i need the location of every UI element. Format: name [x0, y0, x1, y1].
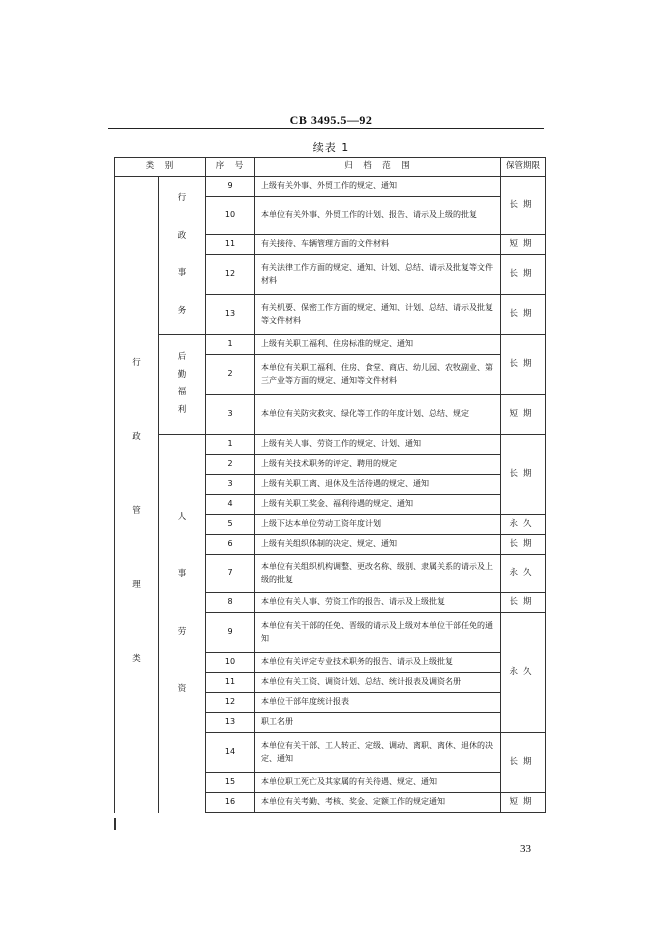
row-scope: 本单位有关干部的任免、晋级的请示及上级对本单位干部任免的通知 — [255, 613, 501, 653]
table-row — [115, 435, 546, 455]
row-seq: 10 — [206, 653, 255, 673]
row-seq: 5 — [206, 515, 255, 535]
row-period: 长期 — [501, 295, 546, 335]
row-seq: 10 — [206, 197, 255, 235]
table-header-row — [115, 158, 546, 177]
row-scope: 本单位职工死亡及其家属的有关待遇、规定、通知 — [255, 773, 501, 793]
table-row — [115, 335, 546, 355]
subgroup-char: 利 — [177, 404, 187, 415]
row-scope: 有关法律工作方面的规定、通知、计划、总结、请示及批复等文件材料 — [255, 255, 501, 295]
category-char: 行 — [132, 358, 141, 369]
subgroup-hr — [159, 435, 206, 813]
row-scope: 上级有关职工离、退休及生活待遇的规定、通知 — [255, 475, 501, 495]
row-seq: 16 — [206, 793, 255, 813]
row-seq: 13 — [206, 713, 255, 733]
row-seq: 6 — [206, 535, 255, 555]
row-seq: 1 — [206, 435, 255, 455]
subgroup-admin — [159, 177, 206, 335]
col-header-period: 保管期限 — [501, 158, 546, 177]
subgroup-char: 务 — [177, 305, 187, 316]
row-scope: 上级有关组织体制的决定、规定、通知 — [255, 535, 501, 555]
table-left-border-extension — [114, 818, 116, 830]
row-scope: 本单位有关干部、工人转正、定级、调动、离职、离休、退休的决定、通知 — [255, 733, 501, 773]
col-header-category: 类 别 — [115, 158, 206, 177]
col-header-seq: 序 号 — [206, 158, 255, 177]
row-period: 永久 — [501, 613, 546, 733]
row-period: 长期 — [501, 435, 546, 515]
row-scope: 有关机要、保密工作方面的规定、通知、计划、总结、请示及批复等文件材料 — [255, 295, 501, 335]
row-scope: 上级有关职工福利、住房标准的规定、通知 — [255, 335, 501, 355]
category-char: 类 — [132, 654, 141, 665]
row-seq: 15 — [206, 773, 255, 793]
subgroup-char: 人 — [177, 511, 187, 522]
subgroup-char: 行 — [177, 193, 187, 204]
row-period: 永久 — [501, 555, 546, 593]
subgroup-logistics — [159, 335, 206, 435]
row-seq: 14 — [206, 733, 255, 773]
table-title: 续表 1 — [312, 141, 350, 154]
row-scope: 上级有关人事、劳资工作的规定、计划、通知 — [255, 435, 501, 455]
page-number: 33 — [520, 843, 531, 855]
subgroup-char: 后 — [177, 352, 187, 363]
col-header-scope: 归 档 范 围 — [255, 158, 501, 177]
row-scope: 本单位有关职工福利、住房、食堂、商店、幼儿园、农牧副业、第三产业等方面的规定、通知等文件材料 — [255, 355, 501, 395]
row-period: 长期 — [501, 335, 546, 395]
header-rule — [108, 128, 544, 129]
subgroup-char: 事 — [177, 569, 187, 580]
category-char: 理 — [132, 580, 141, 591]
row-seq: 9 — [206, 177, 255, 197]
row-scope: 本单位有关外事、外贸工作的计划、报告、请示及上级的批复 — [255, 197, 501, 235]
row-scope: 职工名册 — [255, 713, 501, 733]
row-scope: 上级有关技术职务的评定、聘用的规定 — [255, 455, 501, 475]
subgroup-char: 事 — [177, 268, 187, 279]
row-scope: 本单位干部年度统计报表 — [255, 693, 501, 713]
row-period: 长期 — [501, 733, 546, 793]
row-period: 长期 — [501, 535, 546, 555]
row-scope: 本单位有关评定专业技术职务的报告、请示及上级批复 — [255, 653, 501, 673]
row-seq: 12 — [206, 255, 255, 295]
row-period: 短期 — [501, 395, 546, 435]
row-seq: 3 — [206, 395, 255, 435]
archive-table — [114, 157, 546, 813]
row-scope: 上级下达本单位劳动工资年度计划 — [255, 515, 501, 535]
row-seq: 11 — [206, 235, 255, 255]
row-scope: 本单位有关防灾救灾、绿化等工作的年度计划、总结、规定 — [255, 395, 501, 435]
row-seq: 1 — [206, 335, 255, 355]
row-seq: 9 — [206, 613, 255, 653]
row-scope: 本单位有关人事、劳资工作的报告、请示及上级批复 — [255, 593, 501, 613]
category-char: 管 — [132, 506, 141, 517]
table-row — [115, 177, 546, 197]
subgroup-char: 资 — [177, 684, 187, 695]
row-seq: 2 — [206, 455, 255, 475]
row-period: 短期 — [501, 793, 546, 813]
subgroup-char: 政 — [177, 230, 187, 241]
category-main-label — [115, 177, 159, 813]
category-char: 政 — [132, 432, 141, 443]
row-scope: 本单位有关工资、调资计划、总结、统计报表及调资名册 — [255, 673, 501, 693]
subgroup-char: 勤 — [177, 369, 187, 380]
row-period: 永久 — [501, 515, 546, 535]
row-scope: 有关接待、车辆管理方面的文件材料 — [255, 235, 501, 255]
row-seq: 7 — [206, 555, 255, 593]
row-seq: 12 — [206, 693, 255, 713]
row-period: 短期 — [501, 235, 546, 255]
row-seq: 11 — [206, 673, 255, 693]
subgroup-char: 福 — [177, 387, 187, 398]
document-code: CB 3495.5—92 — [289, 113, 373, 127]
row-seq: 2 — [206, 355, 255, 395]
row-scope: 本单位有关组织机构调整、更改名称、级别、隶属关系的请示及上级的批复 — [255, 555, 501, 593]
row-seq: 3 — [206, 475, 255, 495]
row-period: 长期 — [501, 593, 546, 613]
row-scope: 上级有关外事、外贸工作的规定、通知 — [255, 177, 501, 197]
row-period: 长期 — [501, 177, 546, 235]
row-scope: 本单位有关考勤、考核、奖金、定额工作的规定通知 — [255, 793, 501, 813]
row-seq: 13 — [206, 295, 255, 335]
row-seq: 8 — [206, 593, 255, 613]
subgroup-char: 劳 — [177, 626, 187, 637]
row-scope: 上级有关职工奖金、福利待遇的规定、通知 — [255, 495, 501, 515]
row-seq: 4 — [206, 495, 255, 515]
row-period: 长期 — [501, 255, 546, 295]
